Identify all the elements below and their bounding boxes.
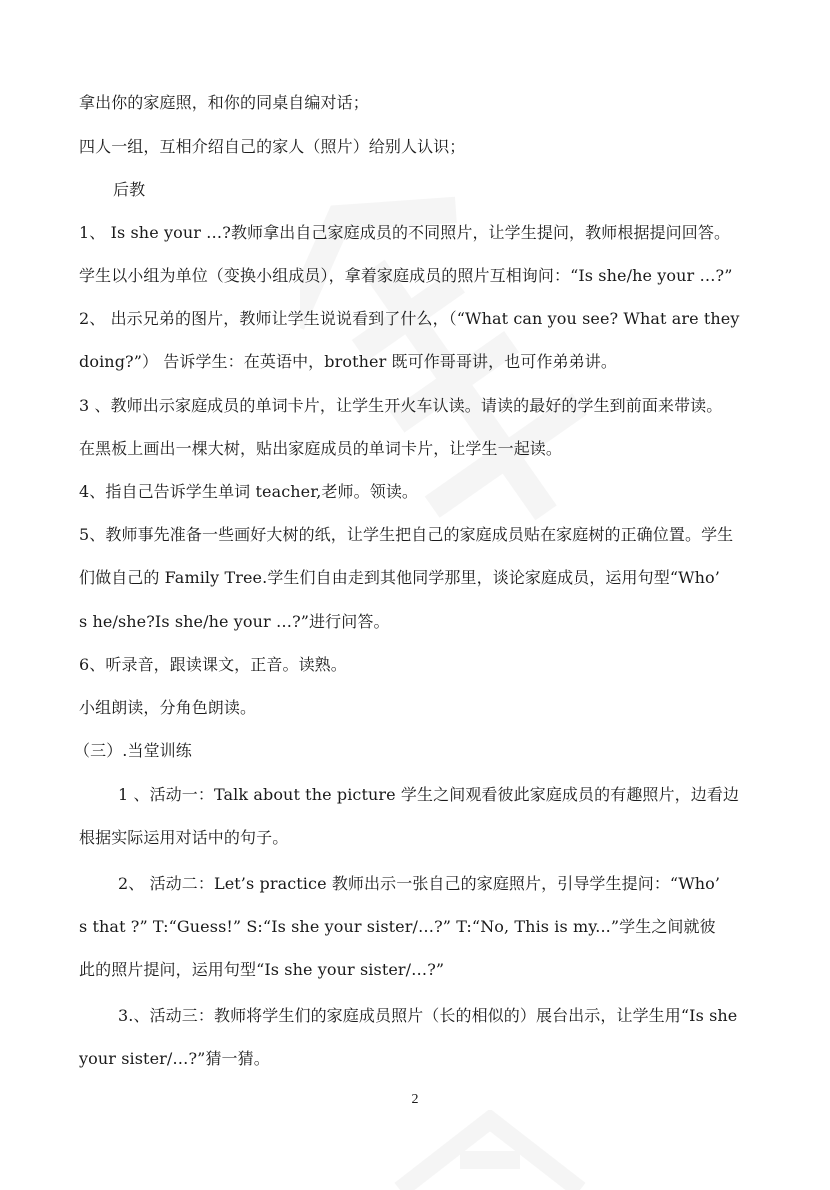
page-number: 2 <box>411 1092 419 1107</box>
text-line: s he/she?Is she/he your …?”进行问答。 <box>79 612 390 631</box>
text-line: 2、 活动二：Let’s practice 教师出示一张自己的家庭照片，引导学生提问：“Who’ <box>118 874 721 893</box>
text-line: 5、教师事先准备一些画好大树的纸，让学生把自己的家庭成员贴在家庭树的正确位置。学生 <box>79 525 734 544</box>
text-line: 在黑板上画出一棵大树，贴出家庭成员的单词卡片，让学生一起读。 <box>79 439 563 458</box>
text-line: s that ?” T:“Guess!” S:“Is she your sister/…?” T:“No, This is my...”学生之间就彼 <box>79 917 716 936</box>
text-line: 学生以小组为单位（变换小组成员），拿着家庭成员的照片互相询问：“Is she/he your …?” <box>79 266 733 285</box>
text-line: 3.、活动三：教师将学生们的家庭成员照片（长的相似的）展台出示，让学生用“Is she <box>118 1006 738 1025</box>
section-heading: 后教 <box>113 180 146 199</box>
text-line: 6、听录音，跟读课文，正音。读熟。 <box>79 655 347 674</box>
text-line: 此的照片提问，运用句型“Is she your sister/…?” <box>79 960 445 979</box>
text-line: 小组朗读，分角色朗读。 <box>79 698 257 717</box>
text-line: 4、指自己告诉学生单词 teacher,老师。领读。 <box>79 482 419 501</box>
watermark-logo-icon-bottom <box>380 1110 600 1190</box>
text-line: 2、 出示兄弟的图片，教师让学生说说看到了什么，（“What can you see? What are they <box>79 309 740 328</box>
section-heading: （三）.当堂训练 <box>74 741 192 760</box>
text-line: 拿出你的家庭照，和你的同桌自编对话； <box>79 93 369 112</box>
text-line: 四人一组，互相介绍自己的家人（照片）给别人认识； <box>79 137 466 156</box>
text-line: 们做自己的 Family Tree.学生们自由走到其他同学那里，谈论家庭成员，运用句型“Who’ <box>79 568 720 587</box>
text-line: 1、 Is she your …?教师拿出自己家庭成员的不同照片，让学生提问，教师根据提问回答。 <box>79 223 731 242</box>
text-line: doing?”） 告诉学生：在英语中，brother 既可作哥哥讲，也可作弟弟讲。 <box>79 352 617 371</box>
text-line: 1 、活动一：Talk about the picture 学生之间观看彼此家庭成员的有趣照片，边看边 <box>118 785 740 804</box>
text-line: 根据实际运用对话中的句子。 <box>79 828 289 847</box>
text-line: your sister/…?”猜一猜。 <box>79 1049 270 1068</box>
text-line: 3 、教师出示家庭成员的单词卡片，让学生开火车认读。请读的最好的学生到前面来带读。 <box>79 396 723 415</box>
